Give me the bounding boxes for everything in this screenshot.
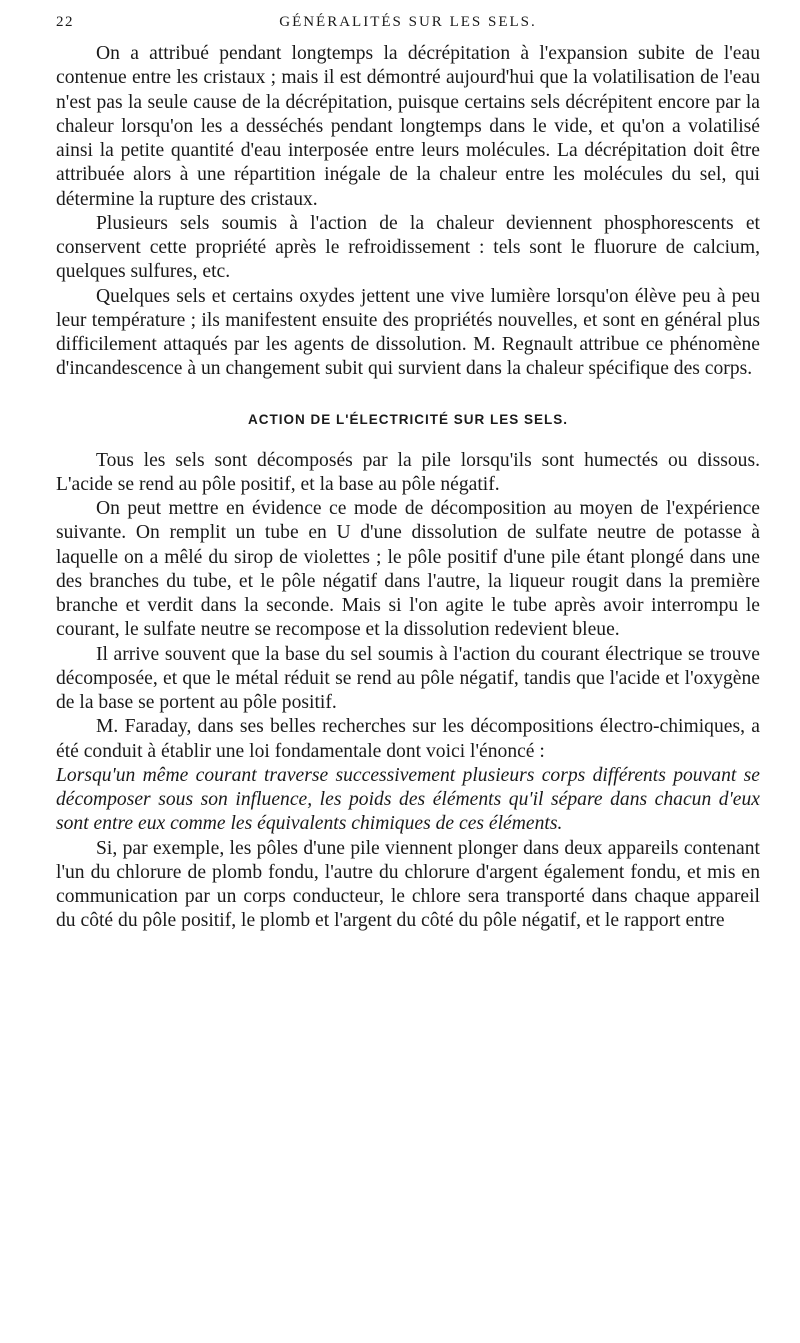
paragraph-phosphorescence: Plusieurs sels soumis à l'action de la chaleur deviennent phosphorescents et conservent cette propriété après le refroidissement : tels sont le fluorure de calcium, quelques sulfures, etc.: [56, 212, 760, 283]
paragraph-experiment: On peut mettre en évidence ce mode de décomposition au moyen de l'expérience suivante. On remplit un tube en U d'une dissolution de sulfate neutre de potasse à laquelle on a mêlé du sirop de violettes ; le pôle positif d'une pile étant plongé dans une des branches du tube, et le pôle négatif dans l'autre, la liqueur rougit dans la première branche et verdit dans la seconde. Mais si l'on agite le tube après avoir interrompu le courant, le sulfate neutre se recompose et la dissolution redevient bleue.: [56, 498, 760, 641]
paragraph-incandescence: Quelques sels et certains oxydes jettent une vive lumière lorsqu'on élève peu à peu leur température ; ils manifestent ensuite des propriétés nouvelles, et sont en général plus difficilement attaqués par les agents de dissolution. M. Regnault attribue ce phénomène d'incandescence à un changement subit qui survient dans la chaleur spécifique des corps.: [56, 285, 760, 380]
paragraph-decomposition: Tous les sels sont décomposés par la pile lorsqu'ils sont humectés ou dissous. L'acide se rend au pôle positif, et la base au pôle négatif.: [56, 449, 760, 495]
paragraph-metal-reduction: Il arrive souvent que la base du sel soumis à l'action du courant électrique se trouve décomposée, et que le métal réduit se rend au pôle négatif, tandis que l'acide et l'oxygène de la base se portent au pôle positif.: [56, 643, 760, 713]
running-head: [56, 14, 760, 42]
paragraph-example: Si, par exemple, les pôles d'une pile viennent plonger dans deux appareils contenant l'un du chlorure de plomb fondu, l'autre du chlorure d'argent également fondu, et mis en communication par un corps conducteur, le chlore sera transporté dans chaque appareil du côté du pôle positif, le plomb et l'argent du côté du pôle négatif, et le rapport entre: [56, 837, 760, 932]
paragraph-faraday-law: Lorsqu'un même courant traverse successivement plusieurs corps différents pouvant se décomposer sous son influence, les poids des éléments qu'il sépare dans chacun d'eux sont entre eux comme les équivalents chimiques de ces éléments.: [56, 764, 760, 835]
paragraph-faraday: M. Faraday, dans ses belles recherches sur les décompositions électro-chimiques, a été conduit à établir une loi fondamentale dont voici l'énoncé :: [56, 716, 760, 762]
page-number: 22: [56, 14, 74, 30]
section-heading: ACTION DE L'ÉLECTRICITÉ SUR LES SELS.: [248, 411, 568, 427]
running-title: GÉNÉRALITÉS SUR LES SELS.: [279, 14, 537, 30]
paragraph-decrepitation: On a attribué pendant longtemps la décrépitation à l'expansion subite de l'eau contenue entre les cristaux ; mais il est démontré aujourd'hui que la volatilisation de l'eau n'est pas la seule cause de la décrépitation, puisque certains sels décrépitent encore par la chaleur lorsqu'on les a desséchés pendant longtemps dans le vide, et qu'on a volatilisé ainsi la petite quantité d'eau interposée entre leurs molécules. La décrépitation doit être attribuée alors à une répartition inégale de la chaleur entre les molécules du sel, qui détermine la rupture des cristaux.: [56, 43, 760, 210]
book-page: [56, 14, 760, 934]
